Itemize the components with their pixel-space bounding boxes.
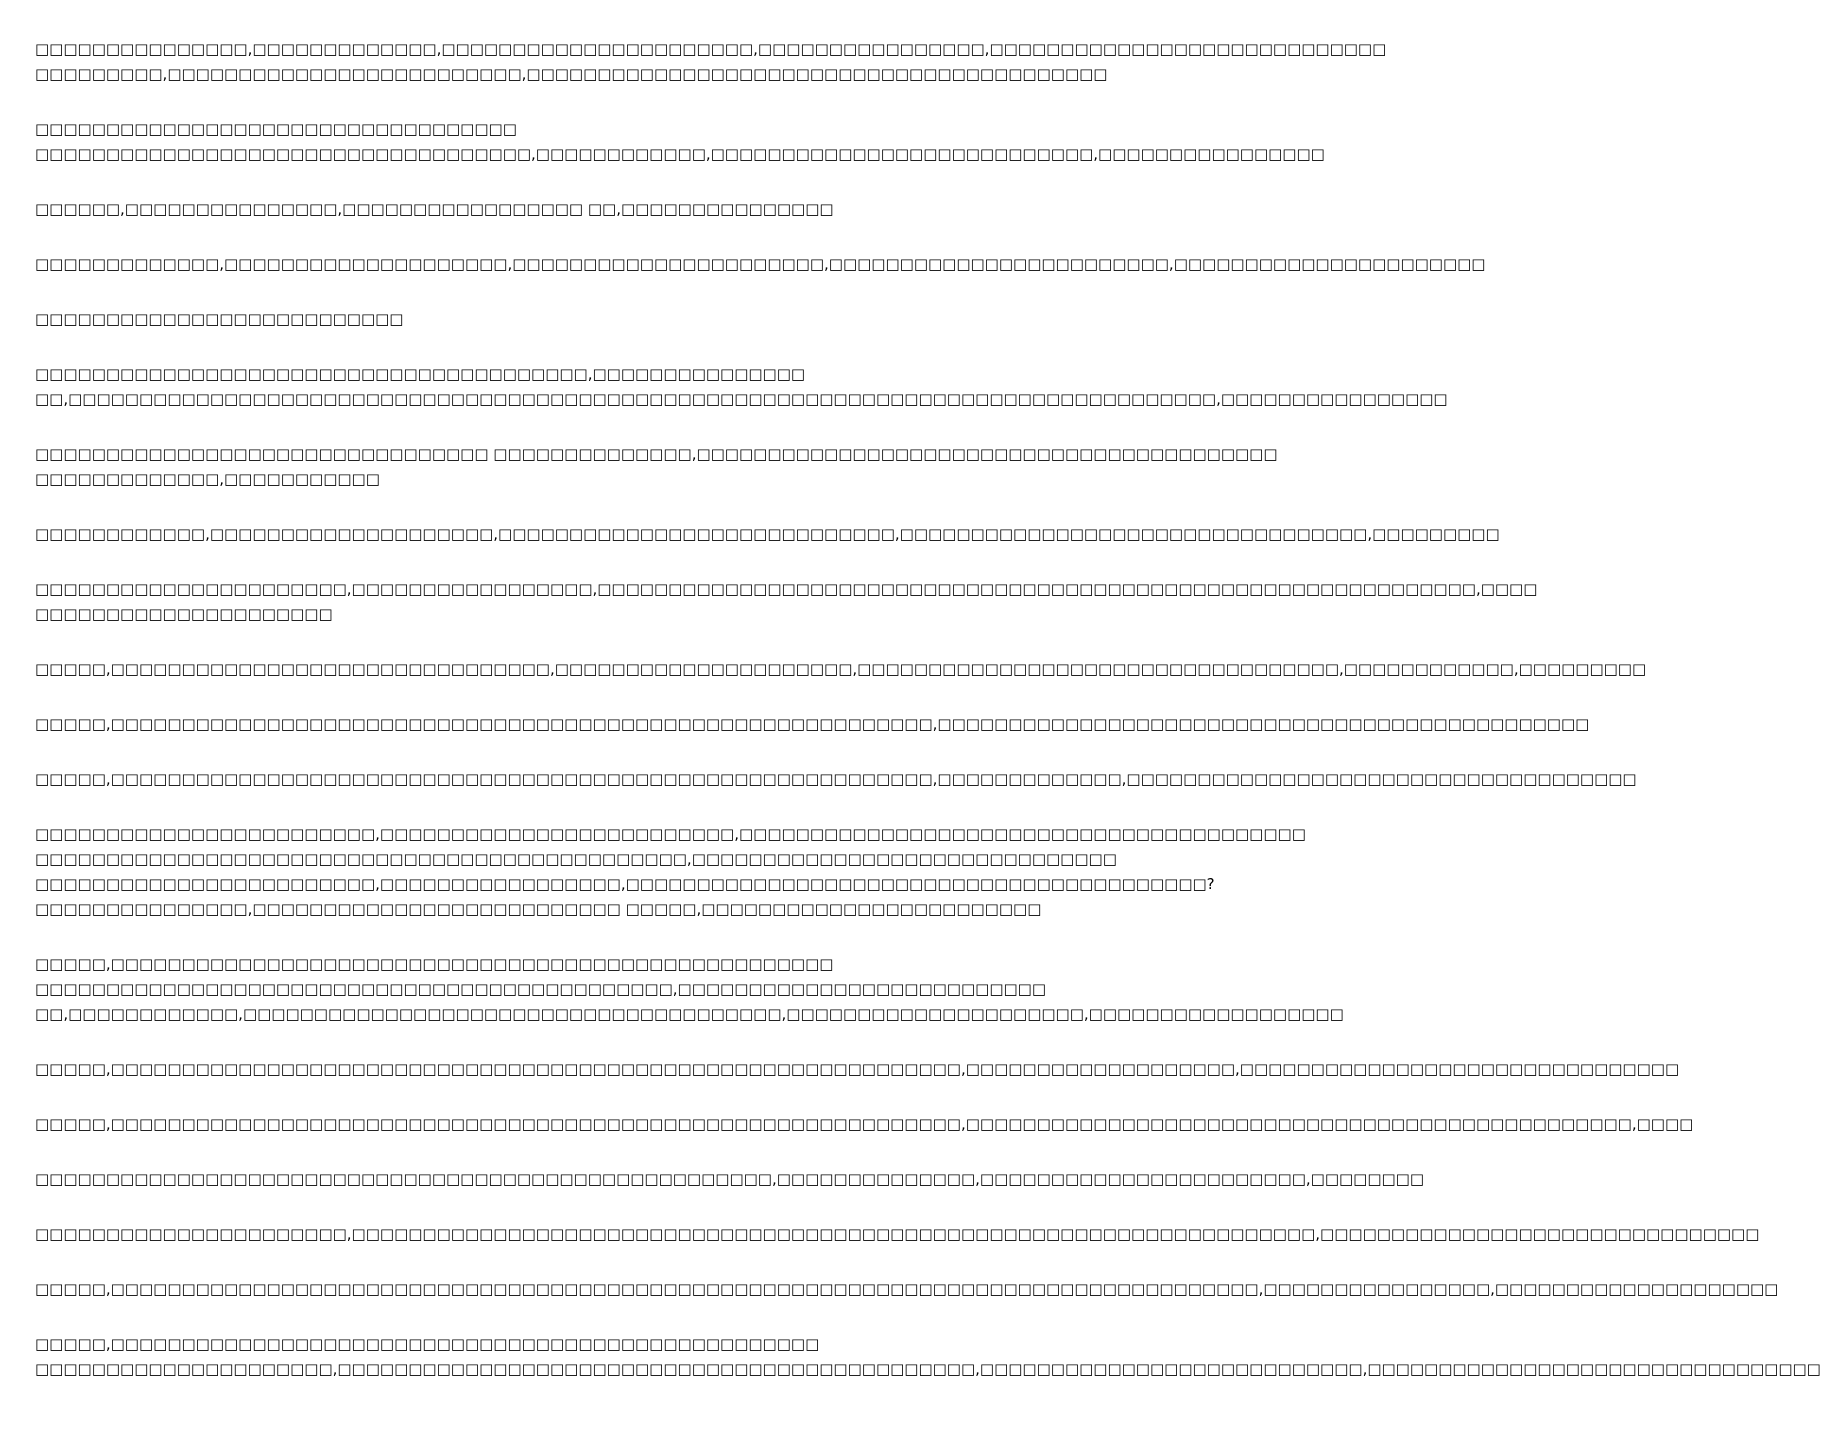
text-line: □□□□□□□□□□□□□□□□□□□□□□□□□□□□□□□□□□□,□□□□□□□□□□□□,□□□□□□□□□□□□□□□□□□□□□□□□□□□,□□□□□□□□□□□□□□□□ (35, 145, 1325, 163)
paragraph (35, 362, 1448, 412)
text-line: □□□□□□□□□□□□□□□□□□□□□□□□,□□□□□□□□□□□□□□□□□□□□□□□□□,□□□□□□□□□□□□□□□□□□□□□□□□□□□□□□□□□□□□□□□□ (35, 825, 1306, 843)
text-line: □□□□□,□□□□□□□□□□□□□□□□□□□□□□□□□□□□□□□□□□□□□□□□□□□□□□□□□□□□□□□□□□,□□□□□□□□□□□□□□□□□□□□□□□□□□□□□□□□□□□□□□□□□□□□□□ (35, 715, 1590, 733)
text-line: □□□□□,□□□□□□□□□□□□□□□□□□□□□□□□□□□□□□□□□□□□□□□□□□□□□□□□□□□□□□□□□□□□,□□□□□□□□□□□□□□□□□□□□□□□□□□□□□□□□□□□□□□□□□□□□□□□,□□□□ (35, 1115, 1694, 1133)
paragraph (35, 252, 1486, 277)
text-line: □□□□□□□□□□□□□□□□□□□□□□□□□□□□□□□□□□□□□□□□□□□□□□,□□□□□□□□□□□□□□□□□□□□□□□□□□□□□□ (35, 850, 1117, 868)
text-line: □□□□□□□□□□□□,□□□□□□□□□□□□□□□□□□□□,□□□□□□□□□□□□□□□□□□□□□□□□□□□□,□□□□□□□□□□□□□□□□□□□□□□□□□□□□□□□□□,□□□□□□□□□ (35, 525, 1500, 543)
document-body (35, 37, 1821, 1412)
text-line: □□□□□,□□□□□□□□□□□□□□□□□□□□□□□□□□□□□□□,□□□□□□□□□□□□□□□□□□□□□,□□□□□□□□□□□□□□□□□□□□□□□□□□□□□□□□□□,□□□□□□□□□□□□,□□□□□□□□□ (35, 660, 1647, 678)
paragraph (35, 712, 1590, 737)
text-line: □□□□□□,□□□□□□□□□□□□□□□,□□□□□□□□□□□□□□□□□ □□,□□□□□□□□□□□□□□□ (35, 200, 834, 218)
text-line: □□□□□□□□□□□□□,□□□□□□□□□□□□□□□□□□□□,□□□□□□□□□□□□□□□□□□□□□□,□□□□□□□□□□□□□□□□□□□□□□□□,□□□□□□□□□□□□□□□□□□□□□□ (35, 255, 1486, 273)
paragraph (35, 1332, 1821, 1382)
text-line: □□□□□,□□□□□□□□□□□□□□□□□□□□□□□□□□□□□□□□□□□□□□□□□□□□□□□□□□□□□□□□□□□□□□□□□□□□□□□□□□□□□□□□□,□□□□□□□□□□□□□□□□,□□□□□□□□□□□□□□□□□□□□ (35, 1280, 1779, 1298)
paragraph (35, 197, 990, 222)
paragraph (35, 307, 990, 332)
paragraph (35, 442, 1278, 492)
paragraph (35, 952, 1344, 1027)
paragraph (35, 1167, 1425, 1192)
text-line: □□,□□□□□□□□□□□□□□□□□□□□□□□□□□□□□□□□□□□□□□□□□□□□□□□□□□□□□□□□□□□□□□□□□□□□□□□□□□□□□□□□□,□□□□□□□□□□□□□□□□ (35, 390, 1448, 408)
paragraph (35, 657, 1647, 682)
paragraph (35, 767, 1637, 792)
paragraph (35, 117, 1325, 167)
text-line: □□□□□,□□□□□□□□□□□□□□□□□□□□□□□□□□□□□□□□□□□□□□□□□□□□□□□□□□ (35, 1335, 820, 1353)
text-line: □□□□□,□□□□□□□□□□□□□□□□□□□□□□□□□□□□□□□□□□□□□□□□□□□□□□□□□□□ (35, 955, 834, 973)
paragraph (35, 822, 1306, 922)
paragraph (35, 522, 1500, 547)
text-line: □□□□□□□□□□□□□□□□□□□□□□□□,□□□□□□□□□□□□□□□□□,□□□□□□□□□□□□□□□□□□□□□□□□□□□□□□□□□□□□□□□□□? (35, 875, 1215, 893)
paragraph (35, 1277, 1779, 1302)
text-line: □□□□□□□□□□□□□□□□□□□□□□□□□□ (35, 310, 404, 328)
text-line: □□□□□□□□□□□□□□□□□□□□□,□□□□□□□□□□□□□□□□□□□□□□□□□□□□□□□□□□□□□□□□□□□□□,□□□□□□□□□□□□□□□□□□□□□□□□□□□,□□□□□□□□□□□□□□□□□□□□□□□□□□□□□□□□ (35, 1360, 1821, 1378)
text-line: □□□□□□□□□□□□□□□□□□□□□□,□□□□□□□□□□□□□□□□□□□□□□□□□□□□□□□□□□□□□□□□□□□□□□□□□□□□□□□□□□□□□□□□□□□□,□□□□□□□□□□□□□□□□□□□□□□□□□□□□□□□ (35, 1225, 1760, 1243)
text-line: □□□□□□□□□□□□□□□□□□□□□□□□□□□□□□□□□□□□□□□□□□□□□□□□□□□□,□□□□□□□□□□□□□□,□□□□□□□□□□□□□□□□□□□□□□□,□□□□□□□□ (35, 1170, 1425, 1188)
paragraph (35, 1057, 1680, 1082)
paragraph (35, 37, 1387, 87)
text-line: □□□□□□□□□□□□□□□□□□□□□ (35, 605, 333, 623)
text-line: □□□□□□□□□□□□□□□,□□□□□□□□□□□□□□□□□□□□□□□□□□ □□□□□,□□□□□□□□□□□□□□□□□□□□□□□□ (35, 900, 1042, 918)
text-line: □□□□□,□□□□□□□□□□□□□□□□□□□□□□□□□□□□□□□□□□□□□□□□□□□□□□□□□□□□□□□□□□□□,□□□□□□□□□□□□□□□□□□□,□□□□□□□□□□□□□□□□□□□□□□□□□□□□□□□ (35, 1060, 1680, 1078)
paragraph (35, 577, 1538, 627)
text-line: □□□□□,□□□□□□□□□□□□□□□□□□□□□□□□□□□□□□□□□□□□□□□□□□□□□□□□□□□□□□□□□□,□□□□□□□□□□□□□,□□□□□□□□□□□□□□□□□□□□□□□□□□□□□□□□□□□□ (35, 770, 1637, 788)
text-line: □□□□□□□□□□□□□,□□□□□□□□□□□ (35, 470, 380, 488)
paragraph (35, 1222, 1760, 1247)
paragraph (35, 1112, 1694, 1137)
text-line: □□□□□□□□□□□□□□□□□□□□□□□□□□□□□□□□□□□□□□□,□□□□□□□□□□□□□□□ (35, 365, 806, 383)
text-line: □□□□□□□□□□□□□□□□□□□□□□□□□□□□□□□□□□ (35, 120, 517, 138)
text-line: □□□□□□□□□,□□□□□□□□□□□□□□□□□□□□□□□□□,□□□□□□□□□□□□□□□□□□□□□□□□□□□□□□□□□□□□□□□□□ (35, 65, 1108, 83)
text-line: □□□□□□□□□□□□□□□,□□□□□□□□□□□□□,□□□□□□□□□□□□□□□□□□□□□□,□□□□□□□□□□□□□□□□,□□□□□□□□□□□□□□□□□□□□□□□□□□□□ (35, 40, 1387, 58)
text-line: □□,□□□□□□□□□□□□,□□□□□□□□□□□□□□□□□□□□□□□□□□□□□□□□□□□□□□,□□□□□□□□□□□□□□□□□□□□□,□□□□□□□□□□□□□□□□□□ (35, 1005, 1344, 1023)
text-line: □□□□□□□□□□□□□□□□□□□□□□,□□□□□□□□□□□□□□□□□,□□□□□□□□□□□□□□□□□□□□□□□□□□□□□□□□□□□□□□□□□□□□□□□□□□□□□□□□□□□□□□,□□□□ (35, 580, 1538, 598)
text-line: □□□□□□□□□□□□□□□□□□□□□□□□□□□□□□□□□□□□□□□□□□□□□,□□□□□□□□□□□□□□□□□□□□□□□□□□ (35, 980, 1047, 998)
text-line: □□□□□□□□□□□□□□□□□□□□□□□□□□□□□□□□ □□□□□□□□□□□□□□,□□□□□□□□□□□□□□□□□□□□□□□□□□□□□□□□□□□□□□□□□ (35, 445, 1278, 463)
